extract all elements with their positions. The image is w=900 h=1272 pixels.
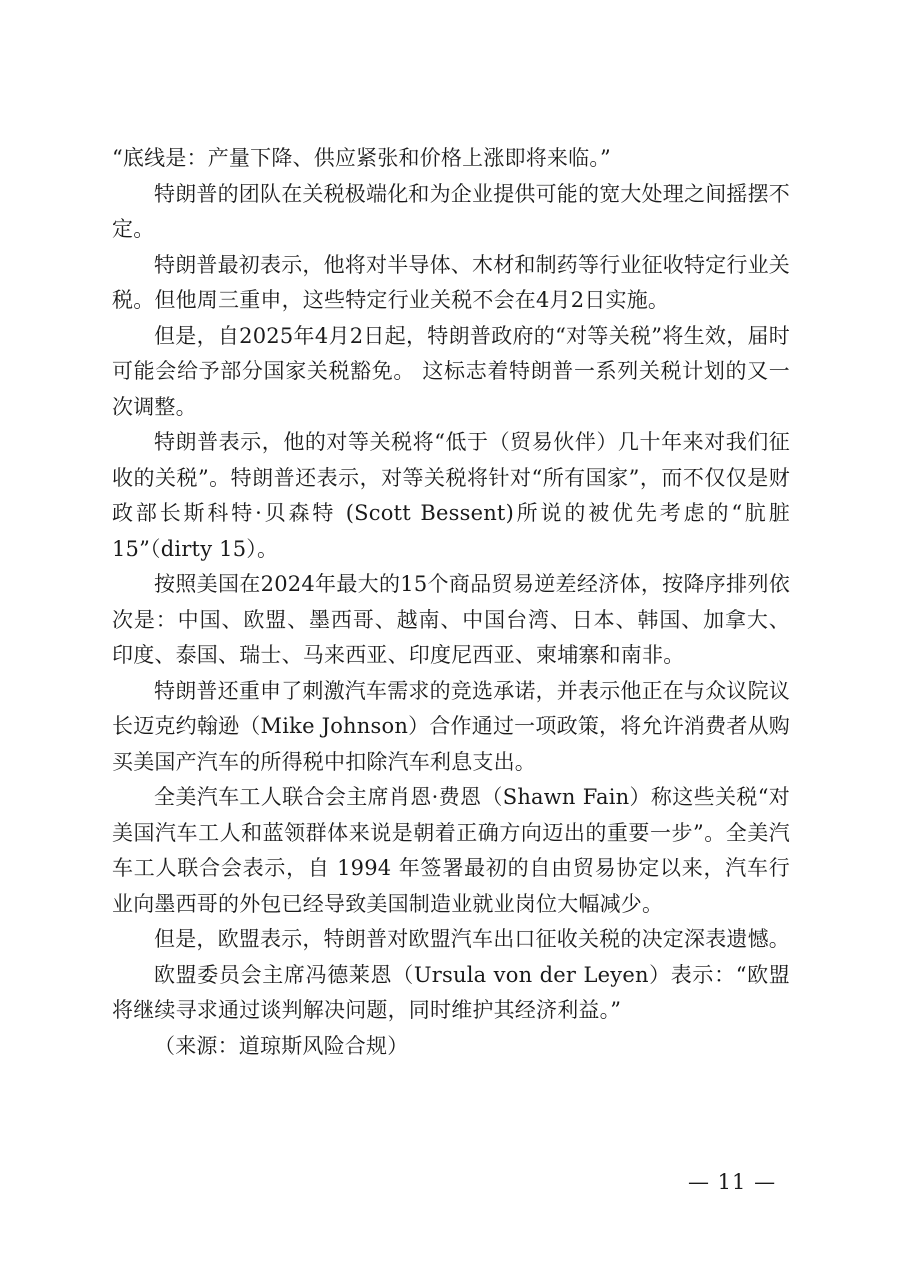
paragraph: 按照美国在2024年最大的15个商品贸易逆差经济体，按降序排列依次是：中国、欧盟、墨西哥、越南、中国台湾、日本、韩国、加拿大、印度、泰国、瑞士、马来西亚、印度尼西亚、柬埔寨和南非。 <box>112 572 790 667</box>
paragraph: 特朗普最初表示，他将对半导体、木材和制药等行业征收特定行业关税。但他周三重申，这些特定行业关税不会在4月2日实施。 <box>112 252 790 312</box>
paragraph: 但是，自2025年4月2日起，特朗普政府的“对等关税”将生效，届时可能会给予部分国家关税豁免。 这标志着特朗普一系列关税计划的又一次调整。 <box>112 323 790 419</box>
paragraph: “底线是：产量下降、供应紧张和价格上涨即将来临。” <box>112 146 611 170</box>
article-body <box>112 141 790 1064</box>
paragraph: 欧盟委员会主席冯德莱恩（Ursula von der Leyen）表示：“欧盟将继续寻求通过谈判解决问题，同时维护其经济利益。” <box>112 962 790 1022</box>
paragraph: 特朗普的团队在关税极端化和为企业提供可能的宽大处理之间摇摆不定。 <box>112 181 790 241</box>
source-note: （来源：道琼斯风险合规） <box>154 1033 409 1058</box>
page-number: — 11 — <box>688 1170 777 1194</box>
paragraph: 但是，欧盟表示，特朗普对欧盟汽车出口征收关税的决定深表遗憾。 <box>154 927 790 951</box>
paragraph: 特朗普还重申了刺激汽车需求的竞选承诺，并表示他正在与众议院议长迈克约翰逊（Mike Johnson）合作通过一项政策，将允许消费者从购买美国产汽车的所得税中扣除汽车利息支出。 <box>112 678 790 774</box>
paragraph: 全美汽车工人联合会主席肖恩·费恩（Shawn Fain）称这些关税“对美国汽车工人和蓝领群体来说是朝着正确方向迈出的重要一步”。全美汽车工人联合会表示，自 1994 年签署最初的自由贸易协定以来，汽车行业向墨西哥的外包已经导致美国制造业就业岗位大幅减少。 <box>112 785 790 916</box>
paragraph: 特朗普表示，他的对等关税将“低于（贸易伙伴）几十年来对我们征收的关税”。特朗普还表示，对等关税将针对“所有国家”，而不仅仅是财政部长斯科特·贝森特 (Scott Bessent)所说的被优先考虑的“肮脏15”（dirty 15）。 <box>112 430 790 561</box>
